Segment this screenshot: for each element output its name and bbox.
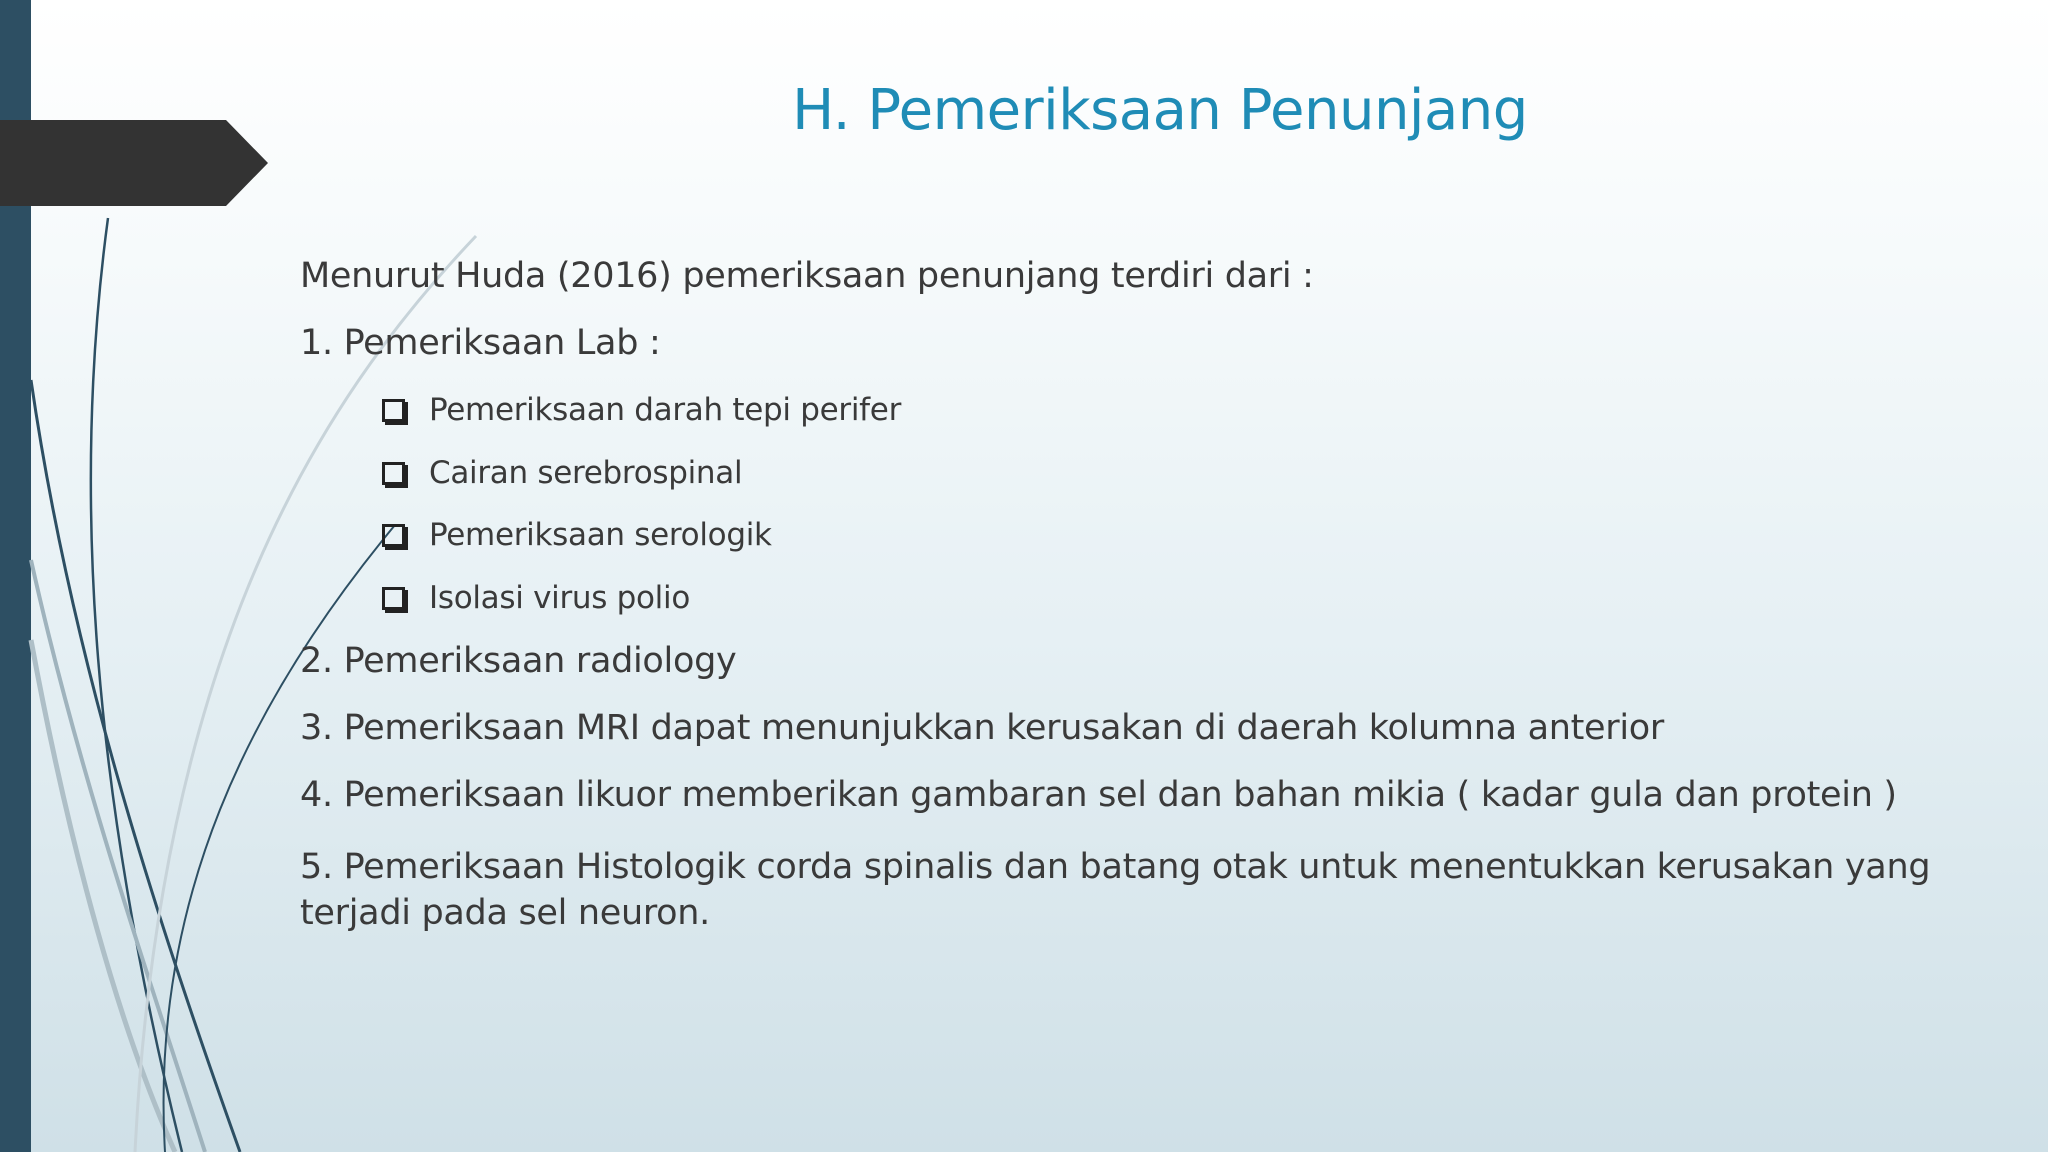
list-item: 4. Pemeriksaan likuor memberikan gambaran sel dan bahan mikia ( kadar gula dan protein ) <box>300 775 1897 815</box>
sub-list-item-label: Pemeriksaan darah tepi perifer <box>429 392 902 428</box>
intro-text: Menurut Huda (2016) pemeriksaan penunjang terdiri dari : <box>300 256 1314 296</box>
sub-list-item <box>380 517 772 553</box>
sub-list-item-label: Pemeriksaan serologik <box>429 517 772 553</box>
list-item: 1. Pemeriksaan Lab : <box>300 323 661 363</box>
list-item: 5. Pemeriksaan Histologik corda spinalis dan batang otak untuk menentukkan kerusakan yang terjadi pada sel neuron. <box>300 847 1931 933</box>
checkbox-icon <box>382 462 405 485</box>
title-tab-shape <box>0 120 270 206</box>
sub-list-item <box>380 392 901 428</box>
list-item: 3. Pemeriksaan MRI dapat menunjukkan kerusakan di daerah kolumna anterior <box>300 708 1664 748</box>
checkbox-icon <box>382 399 405 422</box>
list-item: 2. Pemeriksaan radiology <box>300 641 737 681</box>
page-title: H. Pemeriksaan Penunjang <box>792 78 1528 143</box>
sub-list-item-label: Cairan serebrospinal <box>429 455 743 491</box>
checkbox-icon <box>382 524 405 547</box>
sub-list-item <box>380 455 742 491</box>
sub-list-item <box>380 580 690 616</box>
checkbox-icon <box>382 587 405 610</box>
sub-list-item-label: Isolasi virus polio <box>429 580 690 616</box>
